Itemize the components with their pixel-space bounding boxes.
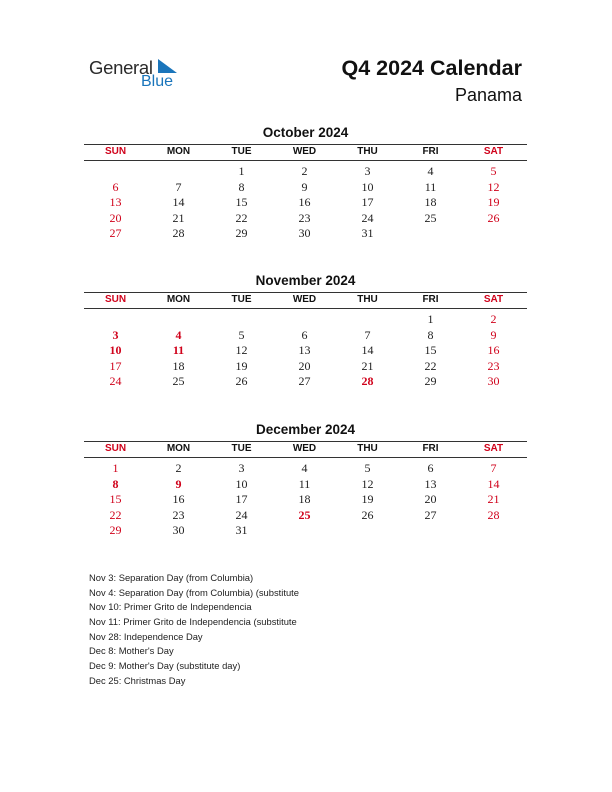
day-cell: 2 [175, 461, 182, 475]
day-cell: 19 [487, 195, 500, 209]
day-cell: 28 [487, 507, 500, 522]
day-cell: 20 [109, 210, 122, 225]
weekday-header: MON [166, 443, 191, 454]
day-cell: 25 [298, 507, 311, 522]
day-cell: 10 [361, 179, 374, 194]
day-cell: 16 [298, 195, 311, 209]
day-cell: 15 [424, 343, 437, 357]
day-cell: 30 [487, 374, 500, 388]
weekday-header: TUE [231, 146, 252, 157]
day-cell: 24 [235, 507, 248, 522]
day-cell: 3 [364, 164, 371, 178]
weekday-header: MON [166, 146, 191, 157]
day-cell: 11 [424, 179, 437, 194]
day-cell: 5 [364, 461, 371, 475]
country-name: Panama [454, 85, 522, 105]
weekday-header: SUN [104, 146, 127, 157]
logo-word-general: General [89, 57, 153, 78]
month-title: November 2024 [255, 273, 356, 288]
day-cell: 21 [487, 492, 500, 506]
day-cell: 25 [172, 374, 185, 388]
day-cell: 12 [487, 179, 500, 194]
day-cell: 18 [424, 195, 437, 209]
day-cell: 22 [235, 210, 248, 225]
day-cell: 9 [490, 327, 497, 342]
day-cell: 9 [301, 179, 308, 194]
weekday-header: SAT [483, 294, 504, 305]
holiday-item: Dec 8: Mother's Day [89, 645, 174, 657]
day-cell: 20 [298, 358, 311, 373]
day-cell: 14 [487, 476, 500, 491]
holiday-item: Dec 9: Mother's Day (substitute day) [89, 660, 241, 672]
day-cell: 1 [112, 461, 119, 475]
day-cell: 16 [487, 343, 500, 357]
day-cell: 22 [424, 358, 437, 373]
day-cell: 25 [424, 210, 437, 225]
day-cell: 4 [301, 461, 308, 475]
day-cell: 8 [112, 476, 119, 491]
day-cell: 17 [235, 492, 248, 506]
weekday-header: THU [357, 294, 378, 305]
day-cell: 8 [427, 327, 434, 342]
weekday-header: SUN [104, 443, 127, 454]
day-cell: 26 [487, 210, 500, 225]
weekday-header: THU [357, 443, 378, 454]
month-block [84, 125, 527, 240]
day-cell: 23 [298, 210, 311, 225]
month-rule-top [84, 292, 527, 293]
day-cell: 14 [361, 343, 374, 357]
weekday-header: SAT [483, 146, 504, 157]
day-cell: 16 [172, 492, 185, 506]
day-cell: 12 [361, 476, 374, 491]
day-cell: 24 [361, 210, 374, 225]
weekday-header: SAT [483, 443, 504, 454]
logo-word-blue: Blue [141, 73, 174, 90]
day-cell: 7 [175, 179, 182, 194]
weekday-header: THU [357, 146, 378, 157]
day-cell: 23 [172, 507, 185, 522]
day-cell: 14 [172, 195, 185, 209]
weekday-header: MON [166, 294, 191, 305]
day-cell: 20 [424, 492, 437, 506]
month-block [84, 422, 527, 537]
day-cell: 13 [298, 343, 311, 357]
day-cell: 30 [172, 523, 185, 537]
general-blue-logo [89, 56, 189, 96]
day-cell: 26 [361, 507, 374, 522]
day-cell: 29 [109, 523, 122, 537]
day-cell: 10 [109, 343, 122, 357]
holiday-list [89, 571, 529, 689]
day-cell: 21 [361, 358, 374, 373]
weekday-header: TUE [231, 294, 252, 305]
day-cell: 3 [112, 327, 119, 342]
day-cell: 2 [490, 312, 497, 326]
day-cell: 17 [109, 358, 122, 373]
day-cell: 28 [172, 226, 185, 240]
month-title: October 2024 [262, 125, 349, 140]
day-cell: 19 [235, 358, 248, 373]
day-cell: 29 [424, 374, 437, 388]
weekday-header: FRI [422, 146, 439, 157]
day-cell: 5 [490, 164, 497, 178]
month-block [84, 273, 527, 388]
day-cell: 13 [109, 195, 122, 209]
weekday-header: WED [292, 294, 317, 305]
weekday-header: WED [292, 443, 317, 454]
day-cell: 15 [235, 195, 248, 209]
page-title: Q4 2024 Calendar [341, 56, 522, 80]
day-cell: 19 [361, 492, 374, 506]
day-cell: 21 [172, 210, 185, 225]
day-cell: 27 [424, 507, 437, 522]
day-cell: 27 [298, 374, 311, 388]
day-cell: 18 [172, 358, 185, 373]
day-cell: 27 [109, 226, 122, 240]
logo-triangle-icon [156, 59, 177, 73]
day-cell: 11 [298, 476, 311, 491]
day-cell: 7 [490, 461, 497, 475]
day-cell: 8 [238, 179, 245, 194]
day-cell: 7 [364, 327, 371, 342]
day-cell: 29 [235, 226, 248, 240]
day-cell: 10 [235, 476, 248, 491]
day-cell: 17 [361, 195, 374, 209]
day-cell: 2 [301, 164, 308, 178]
day-cell: 31 [361, 226, 374, 240]
day-cell: 12 [235, 343, 248, 357]
day-cell: 31 [235, 523, 248, 537]
month-rule-header [84, 160, 527, 161]
day-cell: 9 [175, 476, 182, 491]
weekday-header: TUE [231, 443, 252, 454]
weekday-header: FRI [422, 294, 439, 305]
day-cell: 22 [109, 507, 122, 522]
month-rule-top [84, 441, 527, 442]
holiday-item: Nov 10: Primer Grito de Independencia [89, 601, 252, 613]
month-title: December 2024 [255, 422, 356, 437]
weekday-header: FRI [422, 443, 439, 454]
day-cell: 11 [172, 343, 185, 357]
day-cell: 1 [238, 164, 245, 178]
day-cell: 1 [427, 312, 434, 326]
day-cell: 4 [175, 327, 182, 342]
day-cell: 30 [298, 226, 311, 240]
day-cell: 6 [112, 179, 119, 194]
holiday-item: Nov 11: Primer Grito de Independencia (substitute [89, 616, 297, 628]
weekday-header: SUN [104, 294, 127, 305]
day-cell: 24 [109, 374, 122, 388]
day-cell: 4 [427, 164, 434, 178]
day-cell: 5 [238, 327, 245, 342]
day-cell: 6 [427, 461, 434, 475]
day-cell: 26 [235, 374, 248, 388]
day-cell: 3 [238, 461, 245, 475]
holiday-item: Nov 28: Independence Day [89, 630, 203, 642]
day-cell: 28 [361, 374, 374, 388]
month-rule-header [84, 457, 527, 458]
holiday-item: Nov 3: Separation Day (from Columbia) [89, 572, 254, 583]
month-rule-top [84, 144, 527, 145]
day-cell: 6 [301, 327, 308, 342]
month-rule-header [84, 308, 527, 309]
holiday-item: Nov 4: Separation Day (from Columbia) (substitute [89, 586, 299, 598]
holiday-item: Dec 25: Christmas Day [89, 674, 186, 686]
day-cell: 23 [487, 358, 500, 373]
day-cell: 13 [424, 476, 437, 491]
weekday-header: WED [292, 146, 317, 157]
day-cell: 18 [298, 492, 311, 506]
day-cell: 15 [109, 492, 122, 506]
